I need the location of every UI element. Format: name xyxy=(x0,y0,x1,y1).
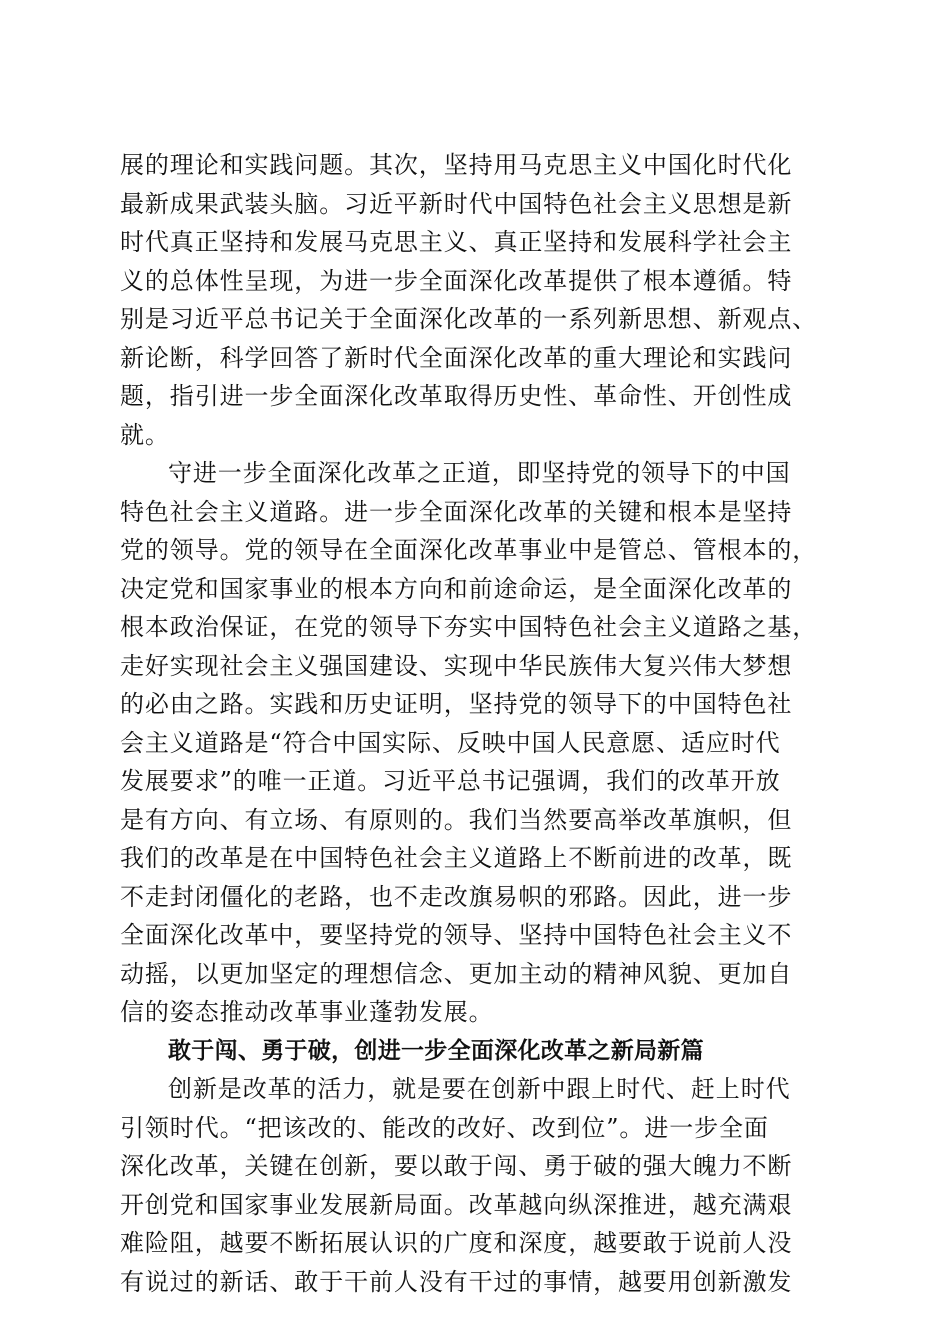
paragraph-continuation xyxy=(120,146,832,454)
paragraph-innovation xyxy=(120,1070,832,1301)
text-line: 我们的改革是在中国特色社会主义道路上不断前进的改革，既 xyxy=(120,844,793,872)
text-line: 信的姿态推动改革事业蓬勃发展。 xyxy=(120,998,494,1026)
text-line: 根本政治保证，在党的领导下夯实中国特色社会主义道路之基， xyxy=(120,613,818,641)
text-line: 走好实现社会主义强国建设、实现中华民族伟大复兴伟大梦想 xyxy=(120,651,793,680)
text-line: 是有方向、有立场、有原则的。我们当然要高举改革旗帜，但 xyxy=(120,805,793,834)
text-line: 不走封闭僵化的老路，也不走改旗易帜的邪路。因此，进一步 xyxy=(120,882,793,911)
text-line: 义的总体性呈现，为进一步全面深化改革提供了根本遵循。特 xyxy=(120,266,793,295)
text-line: 党的领导。党的领导在全面深化改革事业中是管总、管根本的， xyxy=(120,536,818,564)
text-line: 开创党和国家事业发展新局面。改革越向纵深推进，越充满艰 xyxy=(120,1190,793,1219)
text-line: 的必由之路。实践和历史证明，坚持党的领导下的中国特色社 xyxy=(120,690,793,718)
text-line: 最新成果武装头脑。习近平新时代中国特色社会主义思想是新 xyxy=(120,189,793,218)
text-line: 展的理论和实践问题。其次，坚持用马克思主义中国化时代化 xyxy=(120,151,793,179)
text-line: 发展要求”的唯一正道。习近平总书记强调，我们的改革开放 xyxy=(120,767,781,795)
text-line: 时代真正坚持和发展马克思主义、真正坚持和发展科学社会主 xyxy=(120,228,793,256)
text-line: 深化改革，关键在创新，要以敢于闯、勇于破的强大魄力不断 xyxy=(120,1152,793,1180)
text-line: 创新是改革的活力，就是要在创新中跟上时代、赶上时代 xyxy=(168,1075,791,1103)
text-line: 有说过的新话、敢于干前人没有干过的事情，越要用创新激发 xyxy=(120,1267,793,1296)
text-line: 动摇，以更加坚定的理想信念、更加主动的精神风貌、更加自 xyxy=(120,959,793,988)
text-line: 引领时代。“把该改的、能改的改好、改到位”。进一步全面 xyxy=(120,1113,769,1142)
text-line: 决定党和国家事业的根本方向和前途命运，是全面深化改革的 xyxy=(120,574,793,603)
text-line: 全面深化改革中，要坚持党的领导、坚持中国特色社会主义不 xyxy=(120,921,793,949)
text-line: 难险阻，越要不断拓展认识的广度和深度，越要敢于说前人没 xyxy=(120,1229,793,1257)
text-line: 会主义道路是“符合中国实际、反映中国人民意愿、适应时代 xyxy=(120,728,781,757)
text-line: 守进一步全面深化改革之正道，即坚持党的领导下的中国 xyxy=(168,459,791,487)
text-line: 特色社会主义道路。进一步全面深化改革的关键和根本是坚持 xyxy=(120,497,793,526)
text-line: 新论断，科学回答了新时代全面深化改革的重大理论和实践问 xyxy=(120,343,793,372)
text-line: 就。 xyxy=(120,420,170,449)
text-line: 题，指引进一步全面深化改革取得历史性、革命性、开创性成 xyxy=(120,382,793,410)
section-heading: 敢于闯、勇于破，创进一步全面深化改革之新局新篇 xyxy=(168,1037,704,1064)
text-line: 别是习近平总书记关于全面深化改革的一系列新思想、新观点、 xyxy=(120,305,818,333)
document-body xyxy=(120,146,832,1301)
paragraph-right-path xyxy=(120,454,832,1032)
